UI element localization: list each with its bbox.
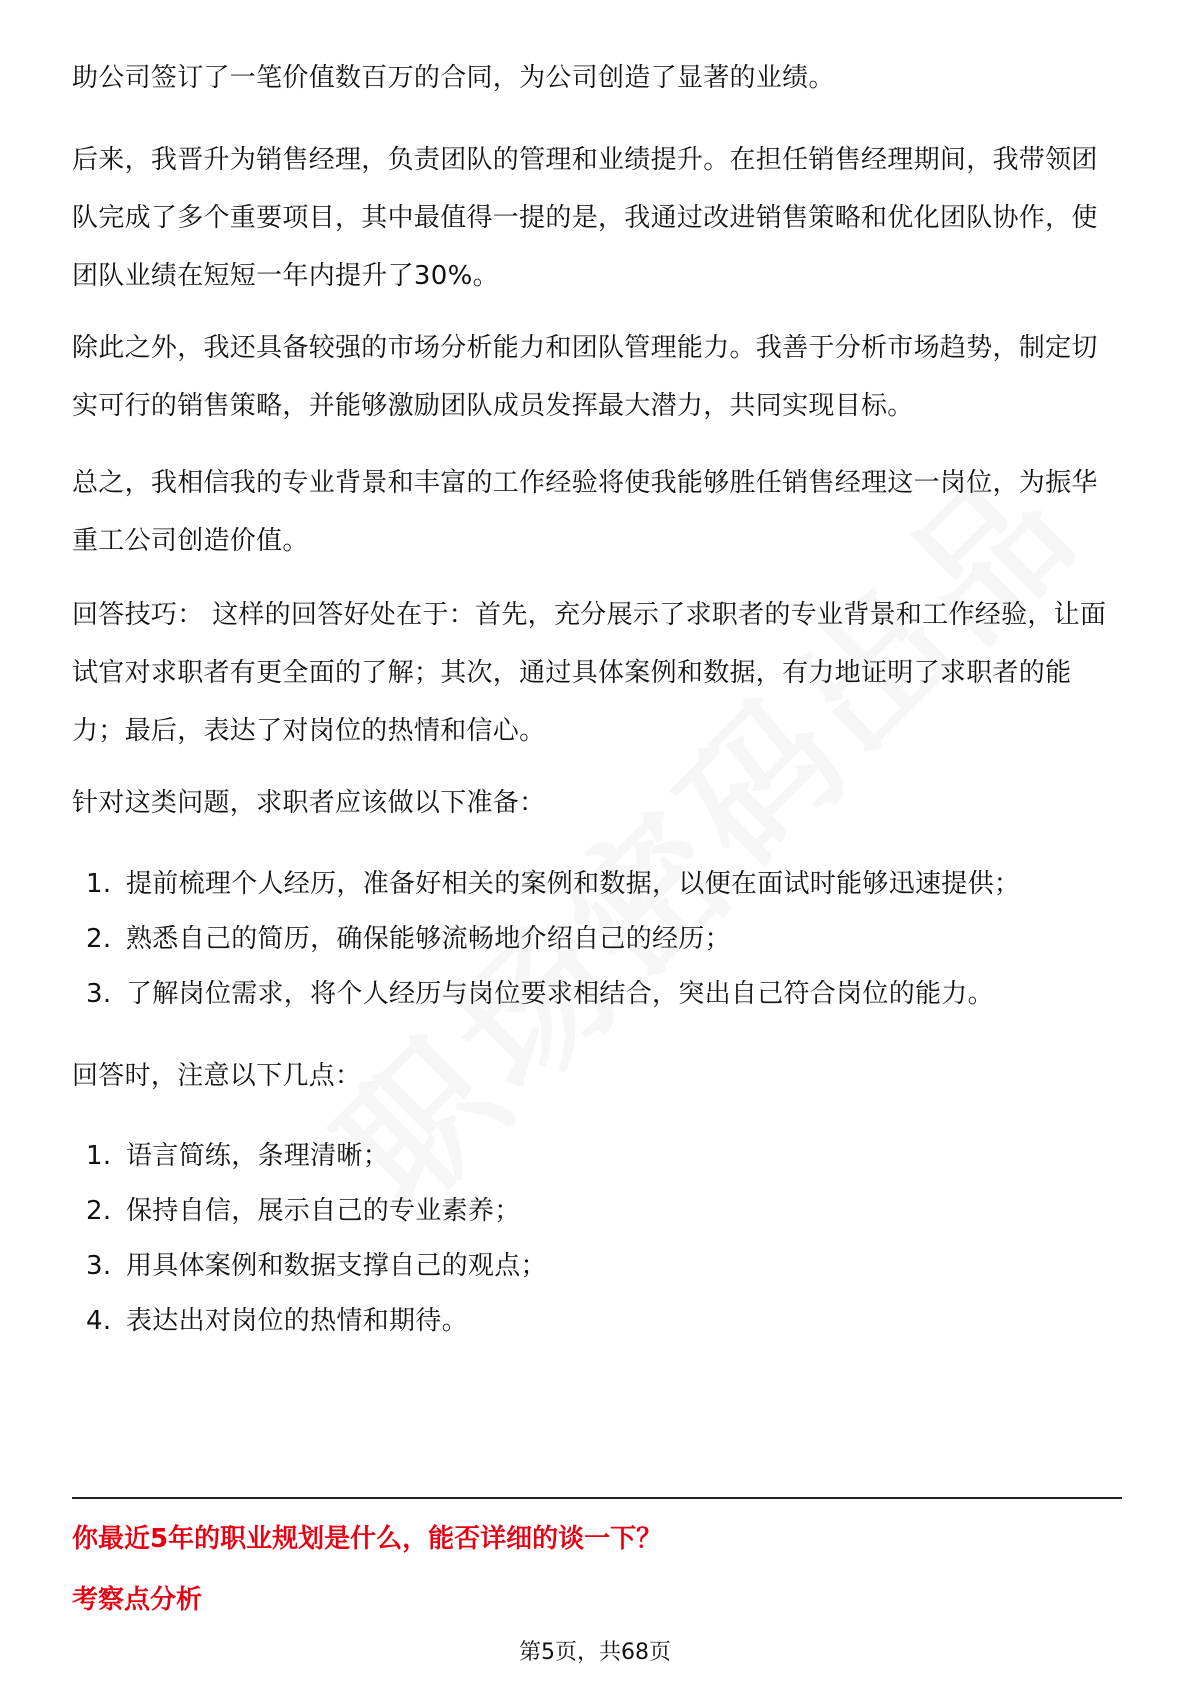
list-item	[86, 1127, 1116, 1185]
paragraph-notes-intro: 回答时，注意以下几点：	[72, 1061, 362, 1091]
list-number: 1.	[86, 1141, 112, 1171]
section-heading: 考察点分析	[72, 1585, 203, 1615]
list-number: 2.	[86, 924, 112, 954]
page-footer: 第5页，共68页	[519, 1640, 671, 1665]
list-item	[86, 1237, 1116, 1295]
list-number: 4.	[86, 1306, 112, 1336]
list-item	[86, 1182, 1116, 1240]
paragraph-contract: 助公司签订了一笔价值数百万的合同，为公司创造了显著的业绩。	[72, 63, 835, 93]
list-text: 表达出对岗位的热情和期待。	[126, 1306, 468, 1336]
paragraph-abilities: 除此之外，我还具备较强的市场分析能力和团队管理能力。我善于分析市场趋势，制定切实可行的销售策略，并能够激励团队成员发挥最大潜力，共同实现目标。	[72, 333, 1098, 421]
list-number: 3.	[86, 979, 112, 1009]
list-text: 熟悉自己的简历，确保能够流畅地介绍自己的经历；	[126, 924, 731, 954]
question-heading: 你最近5年的职业规划是什么，能否详细的谈一下？	[72, 1524, 663, 1554]
list-item	[86, 1292, 1116, 1350]
list-text: 语言简练，条理清晰；	[126, 1141, 390, 1171]
paragraph-promotion: 后来，我晋升为销售经理，负责团队的管理和业绩提升。在担任销售经理期间，我带领团队完成了多个重要项目，其中最值得一提的是，我通过改进销售策略和优化团队协作，使团队业绩在短短一年内提升了30%。	[72, 145, 1098, 291]
list-text: 保持自信，展示自己的专业素养；	[126, 1196, 521, 1226]
list-number: 2.	[86, 1196, 112, 1226]
list-item	[86, 965, 1116, 1023]
list-text: 用具体案例和数据支撑自己的观点；	[126, 1251, 547, 1281]
paragraph-prep-intro: 针对这类问题，求职者应该做以下准备：	[72, 788, 546, 818]
list-item	[86, 855, 1116, 913]
list-number: 3.	[86, 1251, 112, 1281]
document-page	[72, 0, 1122, 1684]
paragraph-answer-tips: 回答技巧： 这样的回答好处在于：首先，充分展示了求职者的专业背景和工作经验，让面试官对求职者有更全面的了解；其次，通过具体案例和数据，有力地证明了求职者的能力；最后，表达了对岗位的热情和信心。	[72, 600, 1107, 746]
list-text: 了解岗位需求，将个人经历与岗位要求相结合，突出自己符合岗位的能力。	[126, 979, 994, 1009]
section-divider	[72, 1497, 1122, 1499]
list-number: 1.	[86, 869, 112, 899]
paragraph-summary: 总之，我相信我的专业背景和丰富的工作经验将使我能够胜任销售经理这一岗位，为振华重工公司创造价值。	[72, 468, 1098, 556]
list-item	[86, 910, 1116, 968]
list-text: 提前梳理个人经历，准备好相关的案例和数据，以便在面试时能够迅速提供；	[126, 869, 1021, 899]
